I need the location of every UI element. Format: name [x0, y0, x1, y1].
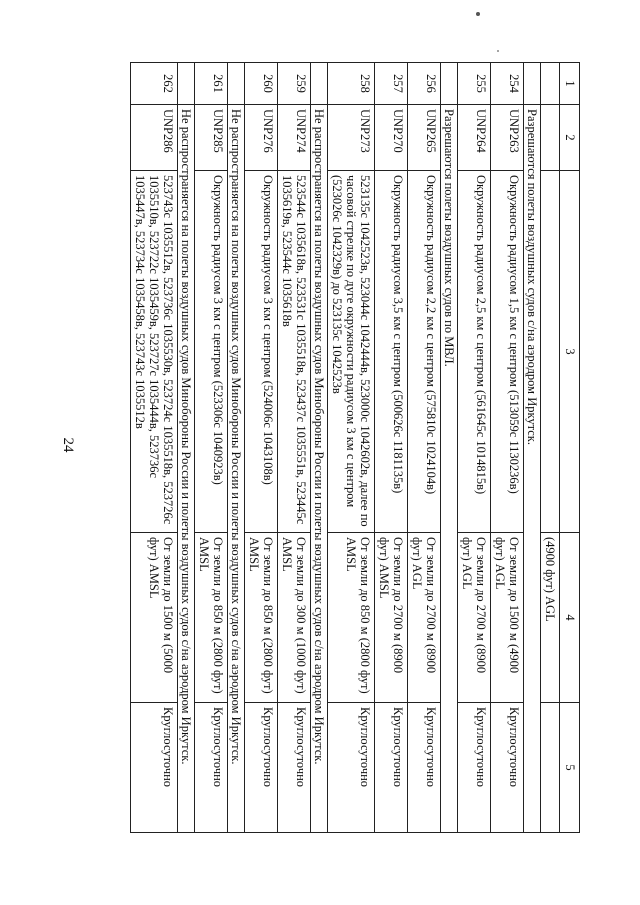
header-col-2: 2: [560, 105, 580, 171]
altitude-limits: От земли до 2700 м (8900 фут) AGL: [458, 533, 491, 703]
zone-id: UNP286: [131, 105, 178, 171]
row-number: 262: [131, 63, 178, 105]
table-row: [458, 63, 491, 833]
header-col-3: 3: [560, 171, 580, 533]
table-row: [131, 63, 178, 833]
operating-time: Круглосуточно: [131, 703, 178, 833]
zone-description: 523135с 1042523в, 523044с 1042444в, 523000с 1042602в, далее по часовой стрелке по дуге окружности радиусом 3 км с центром (523026с 1042329в) до 523135с 1042523в: [328, 171, 375, 533]
row-number: 260: [245, 63, 278, 105]
zone-description: Окружность радиусом 2,5 км с центром (561645с 1014815в): [458, 171, 491, 533]
altitude-limits: От земли до 850 м (2800 фут) AMSL: [328, 533, 375, 703]
zone-id: UNP285: [195, 105, 228, 171]
operating-time: Круглосуточно: [195, 703, 228, 833]
zone-description: Окружность радиусом 3 км с центром (523306с 1040923в): [195, 171, 228, 533]
row-number: 256: [408, 63, 441, 105]
header-col-1: 1: [560, 63, 580, 105]
section-row: [311, 63, 328, 833]
section-text: Разрешаются полеты воздушных судов по МВЛ.: [441, 105, 458, 833]
row-number: 255: [458, 63, 491, 105]
zone-id: UNP270: [375, 105, 408, 171]
zone-description: Окружность радиусом 2,2 км с центром (575810с 1024104в): [408, 171, 441, 533]
row-number: 257: [375, 63, 408, 105]
section-text: Не распространяется на полеты воздушных судов Минобороны России и полеты воздушных судов с/на аэродром Иркутск.: [228, 105, 245, 833]
operating-time: Круглосуточно: [278, 703, 311, 833]
zone-id: UNP264: [458, 105, 491, 171]
altitude-limits: От земли до 2700 м (8900 фут) AMSL: [375, 533, 408, 703]
section-text: Разрешаются полеты воздушных судов с/на аэродром Иркутск.: [524, 105, 541, 833]
zone-description: 523544с 1035618в, 523531с 1035518в, 523437с 1035551в, 523445с 1035619в, 523544с 1035618в: [278, 171, 311, 533]
section-row: [441, 63, 458, 833]
header-col-5: 5: [560, 703, 580, 833]
row-number: 259: [278, 63, 311, 105]
operating-time: Круглосуточно: [328, 703, 375, 833]
section-text: Не распространяется на полеты воздушных судов Минобороны России и полеты воздушных судов с/на аэродром Иркутск.: [311, 105, 328, 833]
row-number: 261: [195, 63, 228, 105]
zone-description: Окружность радиусом 1,5 км с центром (513059с 1130236в): [491, 171, 524, 533]
zone-id: UNP276: [245, 105, 278, 171]
altitude-limits: От земли до 1500 м (5000 фут) AMSL: [131, 533, 178, 703]
header-col-4: 4: [560, 533, 580, 703]
operating-time: Круглосуточно: [245, 703, 278, 833]
table-row: [245, 63, 278, 833]
altitude-limits: От земли до 300 м (1000 фут) AMSL: [278, 533, 311, 703]
table-row: [375, 63, 408, 833]
altitude-limits: От земли до 2700 м (8900 фут) AGL: [408, 533, 441, 703]
continuation-altitude: (4900 фут) AGL: [541, 533, 560, 703]
header-row: [560, 63, 580, 833]
operating-time: Круглосуточно: [375, 703, 408, 833]
zone-description: Окружность радиусом 3 км с центром (524006с 1043108в): [245, 171, 278, 533]
zone-id: UNP265: [408, 105, 441, 171]
table-row: [491, 63, 524, 833]
zone-id: UNP263: [491, 105, 524, 171]
zone-id: UNP274: [278, 105, 311, 171]
scan-speck: [476, 12, 480, 16]
section-row: [228, 63, 245, 833]
table-row: [328, 63, 375, 833]
scan-speck-small: [497, 50, 499, 52]
zone-id: UNP273: [328, 105, 375, 171]
row-number: 258: [328, 63, 375, 105]
section-text: Не распространяется на полеты воздушных судов Минобороны России и полеты воздушных судов с/на аэродром Иркутск.: [178, 105, 195, 833]
altitude-limits: От земли до 850 м (2800 фут) AMSL: [245, 533, 278, 703]
zone-description: Окружность радиусом 3,5 км с центром (500626с 1181135в): [375, 171, 408, 533]
continuation-row: [541, 63, 560, 833]
operating-time: Круглосуточно: [491, 703, 524, 833]
row-number: 254: [491, 63, 524, 105]
operating-time: Круглосуточно: [408, 703, 441, 833]
altitude-limits: От земли до 850 м (2800 фут) AMSL: [195, 533, 228, 703]
table-row: [195, 63, 228, 833]
zone-description: 523743с 1035512в, 523736с 1035530в, 523724с 1035518в, 523726с 1035510в, 523722с 1035459в, 523727с 1035444в, 523736с 1035447в, 523734с 1035458в, 523743с 1035512в: [131, 171, 178, 533]
page-number: 24: [60, 437, 76, 453]
altitude-limits: От земли до 1500 м (4900 фут) AGL: [491, 533, 524, 703]
table-row: [278, 63, 311, 833]
rotated-table-container: [98, 62, 580, 832]
operating-time: Круглосуточно: [458, 703, 491, 833]
table-row: [408, 63, 441, 833]
section-row: [524, 63, 541, 833]
section-row: [178, 63, 195, 833]
airspace-table: [130, 62, 580, 833]
